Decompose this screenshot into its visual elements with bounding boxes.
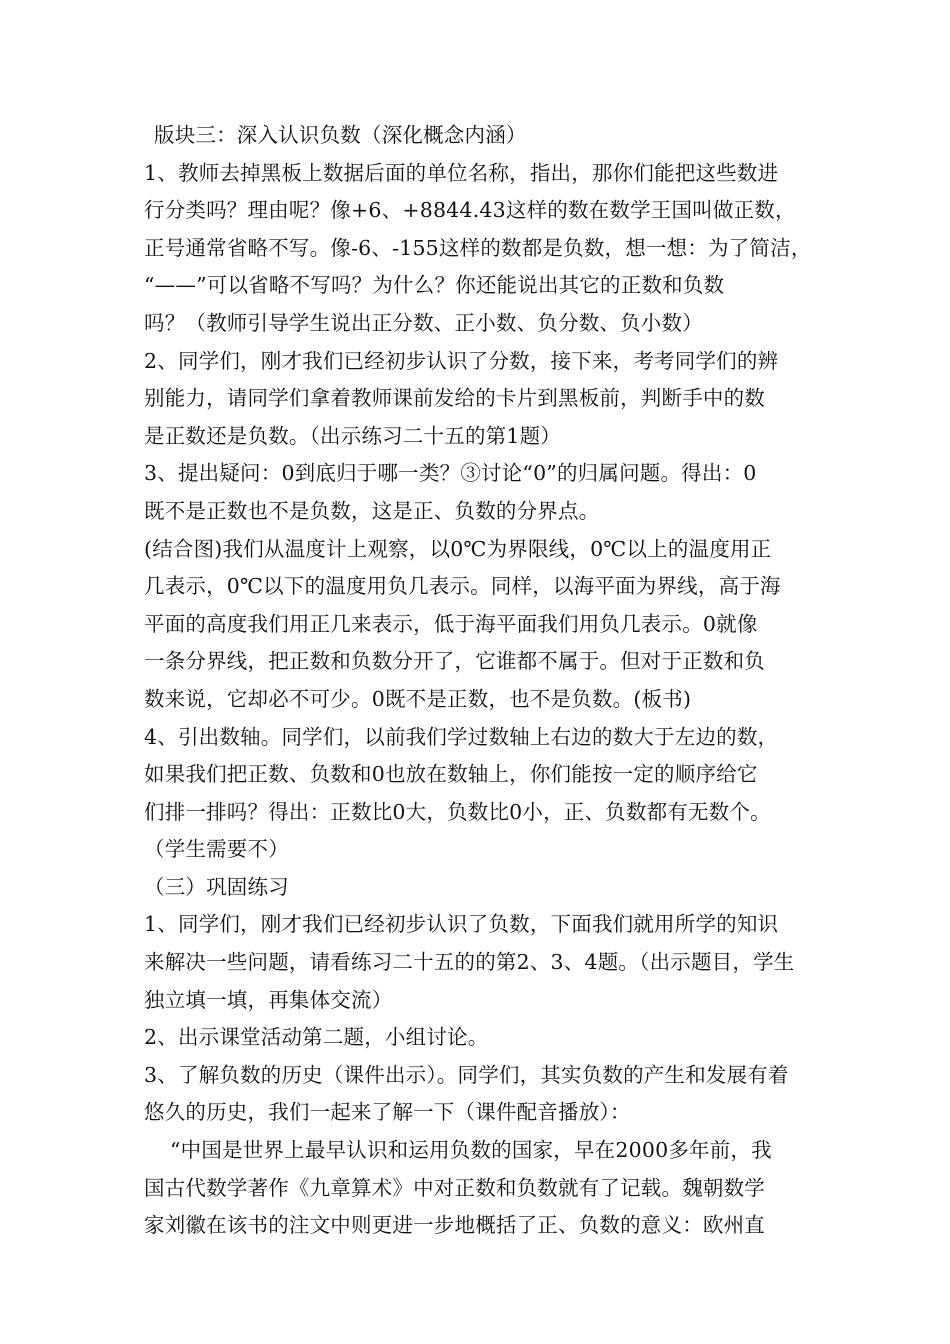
text-line: 2、出示课堂活动第二题，小组讨论。 [144, 1025, 489, 1050]
text-line: (结合图)我们从温度计上观察，以0℃为界限线，0℃以上的温度用正 [144, 536, 772, 561]
text-line: 是正数还是负数。（出示练习二十五的第1题） [144, 423, 561, 448]
text-line: 3、提出疑问：0到底归于哪一类？③讨论“0”的归属问题。得出：0 [144, 461, 757, 486]
text-line: 国古代数学著作《九章算术》中对正数和负数就有了记载。魏朝数学 [144, 1175, 765, 1200]
text-line: 来解决一些问题，请看练习二十五的的第2、3、4题。（出示题目，学生 [144, 950, 795, 975]
text-line: 别能力，请同学们拿着教师课前发给的卡片到黑板前，判断手中的数 [144, 386, 765, 411]
document-body [144, 117, 812, 1245]
text-line: “中国是世界上最早认识和运用负数的国家，早在2000多年前，我 [170, 1138, 772, 1163]
text-line: 几表示，0℃以下的温度用负几表示。同样，以海平面为界线，高于海 [144, 574, 781, 599]
text-line: 版块三：深入认识负数（深化概念内涵） [154, 123, 527, 147]
text-line: 行分类吗？理由呢？像+6、+8844.43这样的数在数学王国叫做正数， [144, 198, 796, 223]
text-line: 独立填一填，再集体交流） [144, 987, 393, 1012]
text-line: 悠久的历史，我们一起来了解一下（课件配音播放）： [144, 1100, 631, 1125]
text-line: 数来说，它却必不可少。0既不是正数，也不是负数。(板书) [144, 686, 692, 711]
text-line: 家刘徽在该书的注文中则更进一步地概括了正、负数的意义：欧州直 [144, 1213, 765, 1238]
text-line: 吗？（教师引导学生说出正分数、正小数、负分数、负小数） [144, 310, 703, 335]
text-line: 2、同学们，刚才我们已经初步认识了分数，接下来，考考同学们的辨 [144, 348, 779, 373]
text-line: 1、教师去掉黑板上数据后面的单位名称，指出，那你们能把这些数进 [144, 160, 779, 185]
text-line: （三）巩固练习 [144, 874, 289, 899]
text-line: 们排一排吗？得出：正数比0大，负数比0小，正、负数都有无数个。 [144, 799, 771, 824]
text-line: 4、引出数轴。同学们，以前我们学过数轴上右边的数大于左边的数， [144, 724, 779, 749]
text-line: 平面的高度我们用正几来表示，低于海平面我们用负几表示。0就像 [144, 611, 758, 636]
text-line: 1、同学们，刚才我们已经初步认识了负数，下面我们就用所学的知识 [144, 912, 779, 937]
text-line: （学生需要不） [144, 837, 289, 862]
text-line: 既不是正数也不是负数，这是正、负数的分界点。 [144, 498, 600, 523]
text-line: 正号通常省略不写。像-6、-155这样的数都是负数，想一想：为了简洁， [144, 235, 812, 260]
text-line: 3、了解负数的历史（课件出示）。同学们，其实负数的产生和发展有着 [144, 1062, 789, 1087]
text-line: 一条分界线，把正数和负数分开了，它谁都不属于。但对于正数和负 [144, 649, 765, 674]
text-line: “——”可以省略不写吗？为什么？你还能说出其它的正数和负数 [144, 273, 725, 298]
text-line: 如果我们把正数、负数和0也放在数轴上，你们能按一定的顺序给它 [144, 762, 758, 787]
